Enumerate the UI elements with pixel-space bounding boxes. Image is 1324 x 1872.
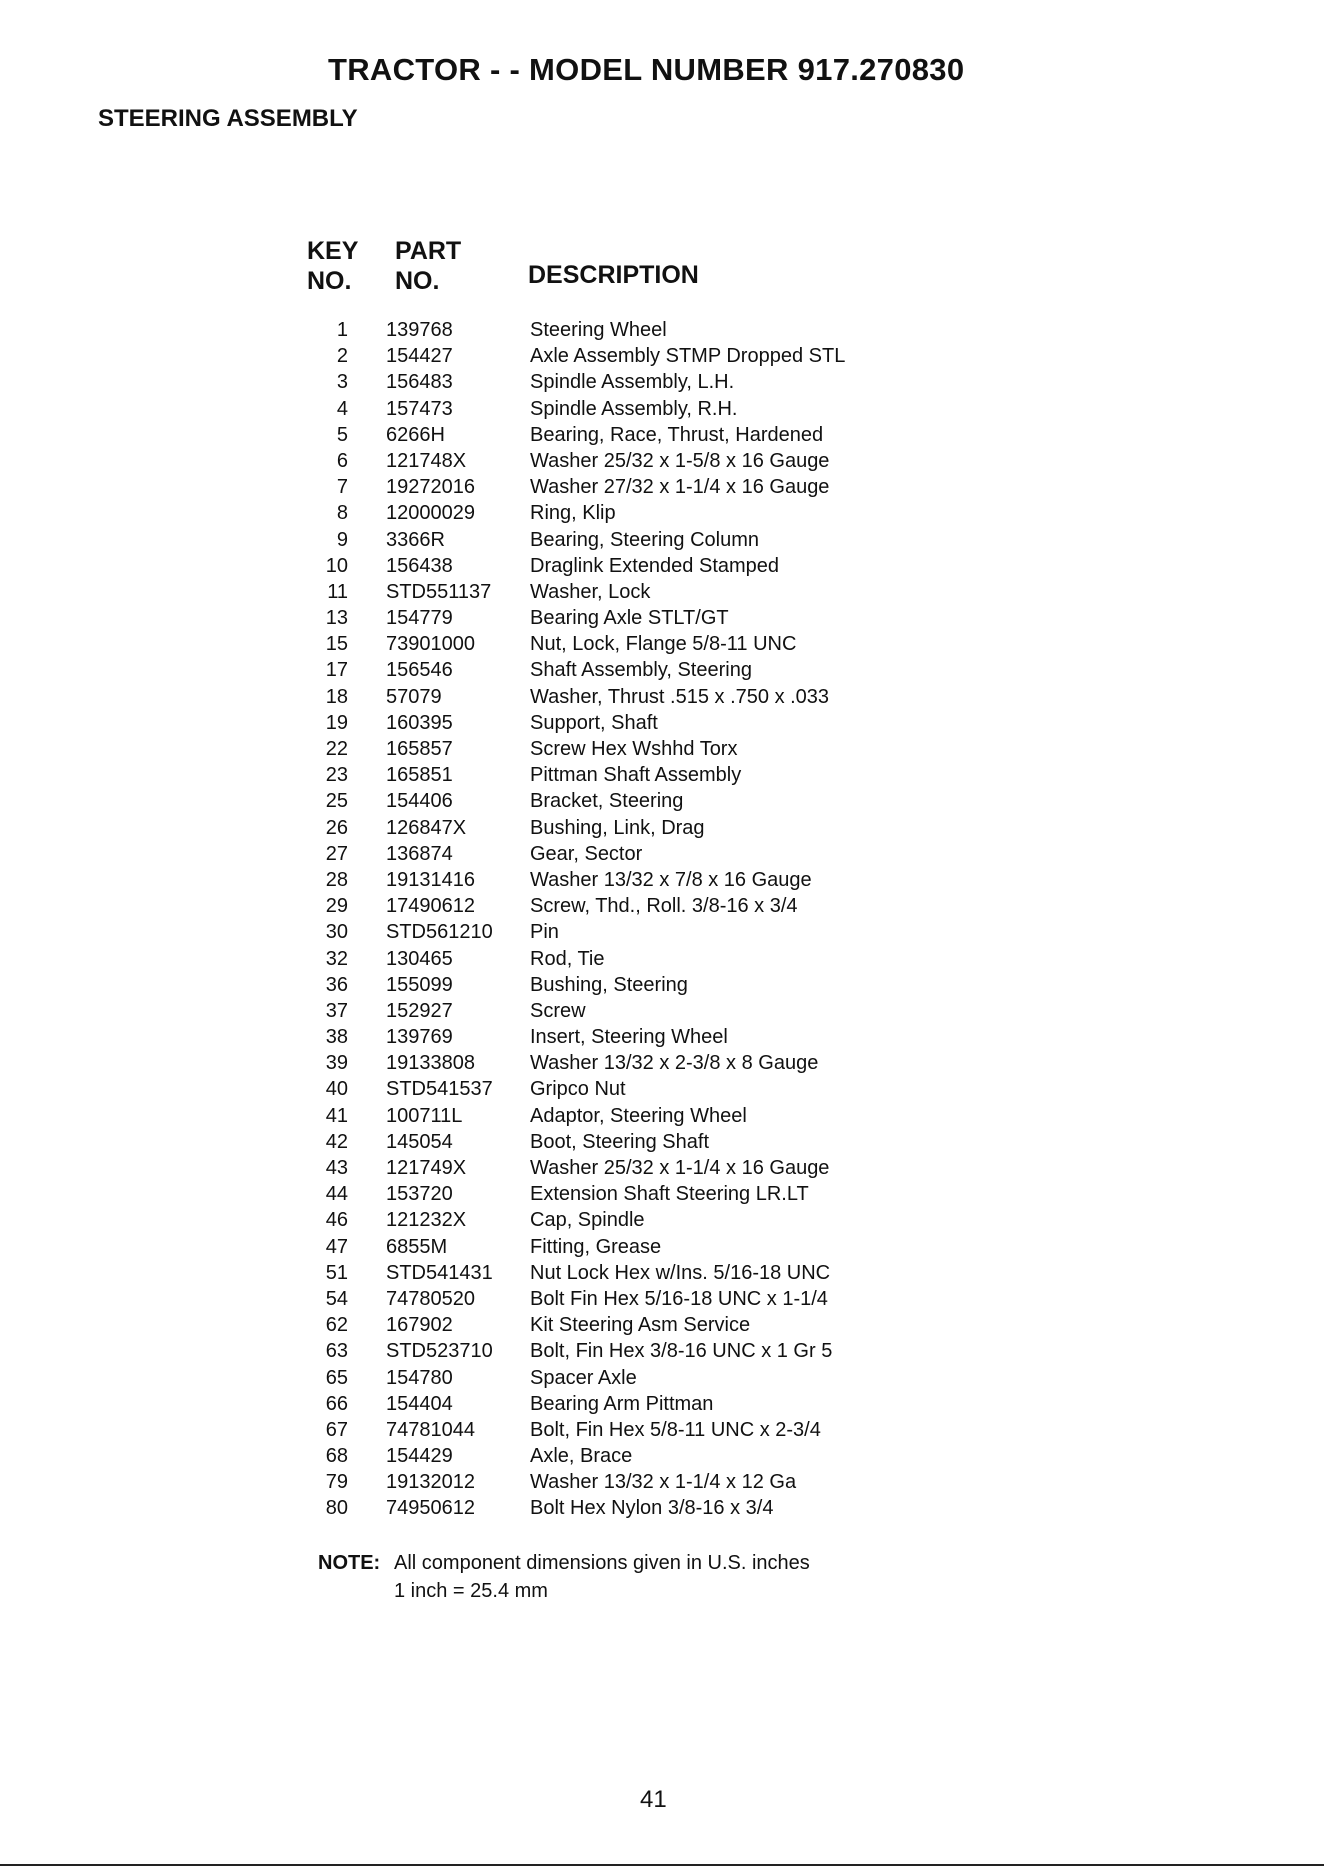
section-title: STEERING ASSEMBLY (98, 105, 358, 132)
part-no: 121748X (386, 449, 467, 472)
part-row (300, 1207, 920, 1233)
part-description: Pittman Shaft Assembly (530, 764, 742, 787)
part-no: 57079 (386, 685, 442, 708)
part-description: Support, Shaft (530, 711, 658, 734)
key-no: 8 (336, 502, 348, 525)
key-no: 11 (327, 580, 348, 603)
key-no: 63 (325, 1340, 348, 1363)
part-description: Washer, Lock (530, 580, 651, 603)
part-no: 19133808 (386, 1052, 475, 1075)
part-description: Washer, Thrust .515 x .750 x .033 (530, 685, 830, 708)
part-row (300, 1050, 920, 1076)
key-no: 27 (325, 842, 348, 865)
part-row (300, 788, 920, 814)
part-no: 157473 (386, 397, 453, 420)
note-text-line1: All component dimensions given in U.S. inches (394, 1552, 810, 1574)
key-no: 66 (325, 1392, 348, 1415)
part-description: Gear, Sector (530, 842, 643, 865)
part-row (300, 1181, 920, 1207)
part-no: 19272016 (386, 476, 475, 499)
key-no: 28 (325, 868, 348, 891)
part-row (300, 1076, 920, 1102)
part-description: Screw (530, 999, 586, 1022)
key-no: 19 (325, 711, 348, 734)
part-no: 145054 (386, 1130, 453, 1153)
part-no: 165851 (386, 764, 453, 787)
part-no: STD541537 (386, 1078, 493, 1101)
part-description: Nut Lock Hex w/Ins. 5/16-18 UNC (530, 1261, 831, 1284)
part-no: 156438 (386, 554, 453, 577)
part-row (300, 684, 920, 710)
part-row (300, 1391, 920, 1417)
note-text-line2: 1 inch = 25.4 mm (394, 1580, 548, 1602)
part-no: 165857 (386, 738, 453, 760)
key-no: 46 (325, 1209, 348, 1232)
part-no: 160395 (386, 711, 453, 734)
part-description: Bearing, Race, Thrust, Hardened (530, 423, 824, 446)
part-description: Boot, Steering Shaft (530, 1130, 710, 1153)
part-no: 154780 (386, 1366, 453, 1389)
bottom-rule (0, 1864, 1324, 1866)
part-row (300, 422, 920, 448)
part-no: 136874 (386, 842, 453, 865)
part-no: 3366R (386, 528, 445, 551)
key-no-header (307, 236, 358, 296)
part-description: Fitting, Grease (530, 1235, 662, 1258)
part-description: Axle, Brace (530, 1445, 633, 1468)
part-row (300, 1103, 920, 1129)
part-row (300, 1260, 920, 1286)
part-no: 130465 (386, 947, 453, 970)
part-no: 139769 (386, 1026, 453, 1049)
key-no: 67 (325, 1418, 348, 1441)
part-row (300, 710, 920, 736)
part-no: 154406 (386, 790, 453, 813)
key-no: 25 (325, 790, 348, 813)
part-description: Shaft Assembly, Steering (530, 659, 752, 682)
key-no: 65 (325, 1366, 348, 1389)
part-description: Bearing Axle STLT/GT (530, 607, 729, 630)
key-no: 10 (325, 554, 348, 577)
part-row (300, 946, 920, 972)
part-no: 19131416 (386, 868, 475, 891)
part-row (300, 1365, 920, 1391)
part-no: 126847X (386, 816, 467, 839)
part-no: 121749X (386, 1157, 467, 1179)
part-description: Rod, Tie (530, 947, 605, 970)
part-row (300, 867, 920, 893)
part-no: STD561210 (386, 921, 493, 944)
key-no: 32 (325, 947, 348, 970)
key-no: 26 (325, 816, 348, 839)
part-description: Pin (530, 921, 559, 944)
part-description: Ring, Klip (530, 502, 616, 525)
part-row (300, 841, 920, 867)
part-no: 139768 (386, 319, 453, 341)
part-description: Kit Steering Asm Service (530, 1314, 751, 1337)
key-no: 62 (325, 1314, 348, 1337)
part-no: 6266H (386, 423, 445, 446)
key-no: 79 (325, 1471, 348, 1494)
part-row (300, 369, 920, 395)
part-no: 153720 (386, 1183, 453, 1206)
parts-list (300, 317, 920, 1522)
part-no-header (395, 236, 461, 296)
key-no: 42 (325, 1130, 348, 1153)
part-row (300, 1312, 920, 1338)
key-no: 38 (325, 1026, 348, 1049)
part-row (300, 815, 920, 841)
part-description: Bushing, Steering (530, 973, 688, 996)
part-no: STD551137 (386, 580, 492, 603)
part-no: 74950612 (386, 1497, 475, 1520)
part-no: 17490612 (386, 895, 475, 918)
part-description: Nut, Lock, Flange 5/8-11 UNC (530, 633, 797, 656)
part-description: Spacer Axle (530, 1366, 637, 1389)
key-no: 40 (325, 1078, 348, 1101)
part-no: 154429 (386, 1445, 453, 1468)
part-row (300, 1155, 920, 1181)
part-description: Bolt, Fin Hex 5/8-11 UNC x 2-3/4 (530, 1418, 821, 1441)
part-no: 154427 (386, 345, 453, 368)
part-description: Washer 13/32 x 7/8 x 16 Gauge (530, 868, 812, 891)
description-header: DESCRIPTION (528, 261, 699, 289)
key-no: 36 (325, 973, 348, 996)
part-row (300, 527, 920, 553)
key-no-header-line1: KEY (307, 237, 359, 265)
key-no: 7 (336, 476, 348, 499)
part-row (300, 998, 920, 1024)
part-row (300, 605, 920, 631)
note (318, 1549, 810, 1605)
part-no-header-line1: PART (395, 237, 462, 265)
part-no: 74780520 (386, 1287, 475, 1310)
key-no: 3 (336, 371, 348, 394)
part-description: Bearing Arm Pittman (530, 1392, 714, 1415)
part-no: STD541431 (386, 1261, 493, 1284)
part-row (300, 579, 920, 605)
key-no: 68 (325, 1445, 348, 1468)
part-no: 6855M (386, 1235, 448, 1258)
part-row (300, 736, 920, 762)
key-no: 15 (325, 633, 348, 656)
key-no: 51 (325, 1261, 348, 1284)
part-description: Spindle Assembly, R.H. (530, 397, 738, 420)
part-no: 154404 (386, 1392, 453, 1415)
part-row (300, 1495, 920, 1521)
part-no: 121232X (386, 1209, 467, 1232)
key-no: 17 (325, 659, 348, 682)
part-no: 19132012 (386, 1471, 475, 1494)
part-no: 12000029 (386, 502, 475, 525)
part-row (300, 762, 920, 788)
key-no: 22 (325, 738, 348, 760)
part-no: 73901000 (386, 633, 475, 656)
key-no: 47 (325, 1235, 348, 1258)
part-description: Steering Wheel (530, 319, 667, 341)
part-description: Insert, Steering Wheel (530, 1026, 728, 1049)
key-no: 30 (325, 921, 348, 944)
part-row (300, 1338, 920, 1364)
part-description: Screw, Thd., Roll. 3/8-16 x 3/4 (530, 895, 798, 918)
key-no: 1 (336, 319, 348, 341)
part-row (300, 500, 920, 526)
part-description: Bolt Hex Nylon 3/8-16 x 3/4 (530, 1497, 774, 1520)
part-row (300, 1286, 920, 1312)
key-no: 44 (325, 1183, 348, 1206)
part-no: 156483 (386, 371, 453, 394)
part-description: Washer 13/32 x 1-1/4 x 12 Ga (530, 1471, 797, 1494)
part-row (300, 631, 920, 657)
part-row (300, 1129, 920, 1155)
part-row (300, 317, 920, 343)
key-no: 9 (336, 528, 348, 551)
part-row (300, 553, 920, 579)
part-description: Adaptor, Steering Wheel (530, 1104, 747, 1127)
note-label: NOTE: (318, 1552, 381, 1574)
part-row (300, 1417, 920, 1443)
part-no: STD523710 (386, 1340, 493, 1363)
part-description: Washer 25/32 x 1-1/4 x 16 Gauge (530, 1157, 830, 1179)
part-row (300, 396, 920, 422)
page-title: TRACTOR - - MODEL NUMBER 917.270830 (328, 52, 965, 87)
part-description: Extension Shaft Steering LR.LT (530, 1183, 809, 1206)
part-description: Screw Hex Wshhd Torx (530, 738, 738, 760)
key-no: 80 (325, 1497, 348, 1520)
part-description: Bracket, Steering (530, 790, 684, 813)
key-no: 54 (325, 1287, 348, 1310)
part-description: Gripco Nut (530, 1078, 626, 1101)
part-no: 155099 (386, 973, 453, 996)
part-no-header-line2: NO. (395, 267, 440, 295)
key-no: 39 (325, 1052, 348, 1075)
key-no: 4 (336, 397, 348, 420)
part-row (300, 474, 920, 500)
part-description: Washer 27/32 x 1-1/4 x 16 Gauge (530, 476, 830, 499)
part-no: 100711L (386, 1104, 463, 1127)
part-row (300, 1443, 920, 1469)
part-description: Washer 25/32 x 1-5/8 x 16 Gauge (530, 449, 830, 472)
part-row (300, 1024, 920, 1050)
part-no: 156546 (386, 659, 453, 682)
key-no-header-line2: NO. (307, 267, 352, 295)
key-no: 6 (336, 449, 348, 472)
part-row (300, 1469, 920, 1495)
key-no: 18 (325, 685, 348, 708)
key-no: 5 (336, 423, 348, 446)
part-description: Cap, Spindle (530, 1209, 645, 1232)
key-no: 41 (325, 1104, 348, 1127)
page-number: 41 (640, 1786, 667, 1813)
part-description: Bolt Fin Hex 5/16-18 UNC x 1-1/4 (530, 1287, 828, 1310)
key-no: 2 (336, 345, 348, 368)
part-no: 152927 (386, 999, 453, 1022)
part-description: Bearing, Steering Column (530, 528, 760, 551)
part-no: 167902 (386, 1314, 453, 1337)
part-row (300, 657, 920, 683)
key-no: 29 (325, 895, 348, 918)
part-row (300, 1234, 920, 1260)
part-no: 74781044 (386, 1418, 475, 1441)
part-row (300, 972, 920, 998)
part-no: 154779 (386, 607, 453, 630)
key-no: 23 (325, 764, 348, 787)
key-no: 37 (325, 999, 348, 1022)
part-row (300, 893, 920, 919)
key-no: 43 (325, 1157, 348, 1179)
part-description: Axle Assembly STMP Dropped STL (530, 345, 846, 368)
part-row (300, 919, 920, 945)
part-description: Bolt, Fin Hex 3/8-16 UNC x 1 Gr 5 (530, 1340, 833, 1363)
part-row (300, 448, 920, 474)
part-row (300, 343, 920, 369)
key-no: 13 (325, 607, 348, 630)
part-description: Spindle Assembly, L.H. (530, 371, 735, 394)
part-description: Draglink Extended Stamped (530, 554, 780, 577)
part-description: Bushing, Link, Drag (530, 816, 705, 839)
part-description: Washer 13/32 x 2-3/8 x 8 Gauge (530, 1052, 819, 1075)
